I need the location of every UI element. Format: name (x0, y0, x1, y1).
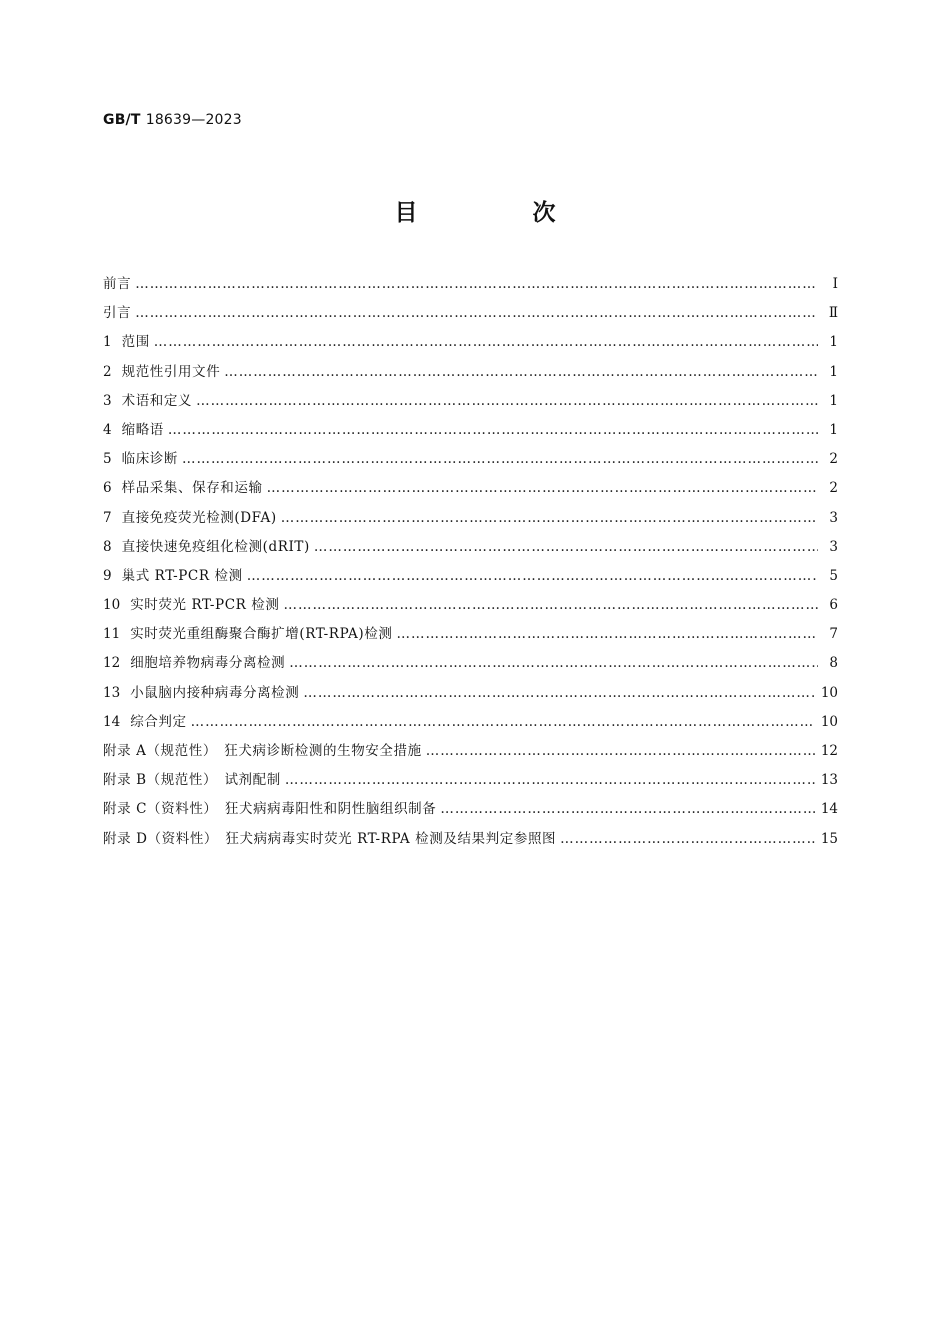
dot-leader (284, 591, 818, 620)
toc-entry-number: 5 (103, 451, 112, 468)
toc-entry-label: 临床诊断 (121, 451, 178, 468)
dot-leader (135, 299, 818, 328)
toc-entry-label: 附录 D（资料性） 狂犬病病毒实时荧光 RT-RPA 检测及结果判定参照图 (103, 830, 557, 847)
toc-entry-page: 14 (820, 801, 838, 818)
toc-entry-14[interactable] (103, 708, 838, 737)
toc-entry-annex-a[interactable] (103, 737, 838, 766)
table-of-contents (103, 270, 838, 854)
toc-entry-foreword[interactable] (103, 270, 838, 299)
toc-entry-page: 1 (829, 421, 838, 438)
dot-leader (303, 679, 814, 708)
toc-entry-8[interactable] (103, 533, 838, 562)
toc-entry-annex-d[interactable] (103, 825, 838, 854)
toc-entry-page: 2 (829, 451, 838, 468)
toc-entry-number: 6 (103, 480, 112, 497)
toc-entry-label: 直接免疫荧光检测(DFA) (121, 509, 277, 526)
toc-entry-annex-b[interactable] (103, 766, 838, 795)
dot-leader (247, 562, 818, 591)
toc-entry-label: 巢式 RT-PCR 检测 (121, 567, 243, 584)
toc-entry-9[interactable] (103, 562, 838, 591)
toc-entry-number: 3 (103, 392, 112, 409)
dot-leader (154, 328, 818, 357)
toc-entry-page: 8 (829, 655, 838, 672)
toc-entry-12[interactable] (103, 649, 838, 678)
toc-entry-page: Ⅰ (832, 276, 838, 292)
standard-prefix: GB/T (103, 112, 141, 128)
toc-entry-label: 直接快速免疫组化检测(dRIT) (121, 538, 310, 555)
dot-leader (267, 474, 818, 503)
toc-entry-label: 附录 C（资料性） 狂犬病病毒阳性和阴性脑组织制备 (103, 801, 437, 818)
toc-entry-number: 13 (103, 684, 121, 701)
toc-entry-page: 1 (829, 363, 838, 380)
dot-leader (560, 825, 815, 854)
toc-entry-page: 5 (829, 567, 838, 584)
toc-entry-label: 综合判定 (130, 713, 187, 730)
dot-leader (281, 504, 818, 533)
page-title: 目 次 (394, 200, 602, 226)
toc-entry-1[interactable] (103, 328, 838, 357)
toc-entry-label: 小鼠脑内接种病毒分离检测 (130, 684, 300, 701)
toc-entry-number: 1 (103, 334, 112, 351)
toc-entry-page: 10 (820, 713, 838, 730)
toc-entry-label: 附录 A（规范性） 狂犬病诊断检测的生物安全措施 (103, 743, 422, 759)
dot-leader (289, 649, 818, 678)
toc-entry-number: 8 (103, 538, 112, 555)
toc-entry-label: 附录 B（规范性） 试剂配制 (103, 772, 281, 789)
toc-entry-number: 4 (103, 421, 112, 438)
toc-entry-page: 1 (829, 392, 838, 409)
toc-entry-label: 实时荧光 RT-PCR 检测 (130, 597, 280, 614)
toc-entry-6[interactable] (103, 474, 838, 503)
toc-entry-label: 样品采集、保存和运输 (121, 480, 263, 497)
toc-entry-number: 11 (103, 626, 121, 643)
toc-entry-annex-c[interactable] (103, 795, 838, 824)
toc-entry-page: 15 (820, 830, 838, 847)
toc-entry-label: 范围 (121, 334, 150, 351)
toc-entry-page: 6 (829, 597, 838, 614)
toc-entry-label: 前言 (103, 276, 132, 292)
dot-leader (285, 766, 815, 795)
toc-entry-number: 2 (103, 363, 112, 380)
toc-entry-number: 10 (103, 597, 121, 614)
toc-entry-page: 2 (829, 480, 838, 497)
toc-entry-4[interactable] (103, 416, 838, 445)
toc-entry-number: 7 (103, 509, 112, 526)
toc-entry-page: 3 (829, 509, 838, 526)
toc-entry-label: 缩略语 (121, 421, 164, 438)
standard-code (103, 112, 242, 128)
dot-leader (224, 358, 818, 387)
toc-entry-label: 术语和定义 (121, 392, 193, 409)
toc-entry-page: 7 (829, 626, 838, 643)
dot-leader (135, 270, 818, 299)
toc-entry-number: 12 (103, 655, 121, 672)
dot-leader (396, 620, 818, 649)
toc-entry-page: Ⅱ (828, 305, 838, 322)
toc-entry-number: 14 (103, 713, 121, 730)
toc-entry-11[interactable] (103, 620, 838, 649)
toc-entry-7[interactable] (103, 504, 838, 533)
toc-entry-introduction[interactable] (103, 299, 838, 328)
toc-entry-2[interactable] (103, 358, 838, 387)
dot-leader (191, 708, 815, 737)
toc-entry-5[interactable] (103, 445, 838, 474)
toc-entry-label: 规范性引用文件 (121, 363, 221, 380)
toc-entry-label: 引言 (103, 305, 132, 322)
dot-leader (168, 416, 818, 445)
toc-entry-page: 10 (820, 684, 838, 701)
toc-entry-page: 12 (820, 743, 838, 759)
standard-number: 18639—2023 (145, 112, 242, 128)
toc-entry-number: 9 (103, 567, 112, 584)
toc-entry-label: 实时荧光重组酶聚合酶扩增(RT-RPA)检测 (130, 626, 393, 643)
toc-entry-label: 细胞培养物病毒分离检测 (130, 655, 286, 672)
dot-leader (426, 737, 815, 766)
toc-entry-10[interactable] (103, 591, 838, 620)
toc-entry-page: 13 (820, 772, 838, 789)
toc-entry-page: 1 (829, 334, 838, 351)
toc-entry-page: 3 (829, 538, 838, 555)
toc-entry-13[interactable] (103, 679, 838, 708)
dot-leader (182, 445, 818, 474)
toc-entry-3[interactable] (103, 387, 838, 416)
dot-leader (196, 387, 818, 416)
dot-leader (440, 795, 814, 824)
dot-leader (314, 533, 818, 562)
